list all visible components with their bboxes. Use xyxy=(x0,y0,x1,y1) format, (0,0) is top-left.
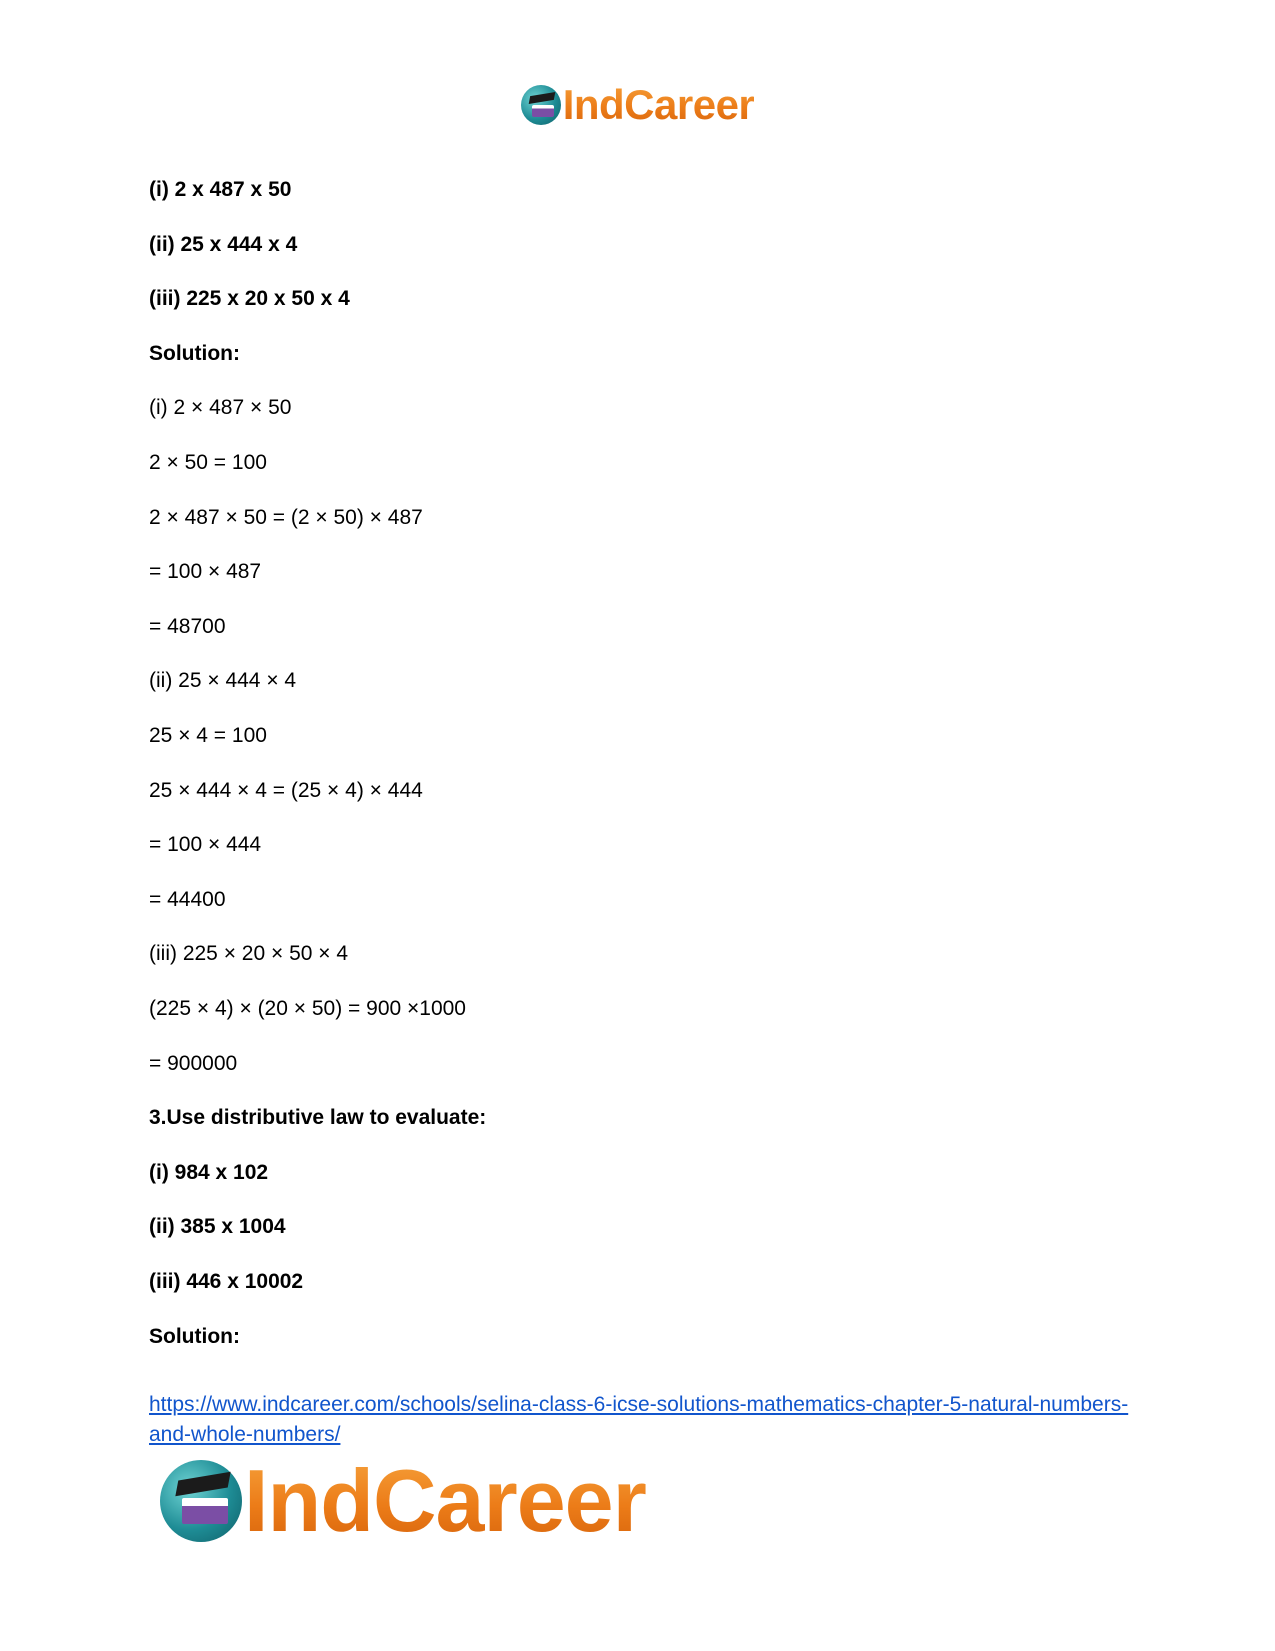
bold-text-line: 3.Use distributive law to evaluate: xyxy=(149,1106,487,1129)
text-line: (iii) 225 × 20 × 50 × 4 xyxy=(149,942,349,965)
text-line: = 100 × 444 xyxy=(149,833,262,856)
header-logo xyxy=(0,78,1275,132)
logo-wordmark-large: IndCareer xyxy=(244,1451,646,1550)
graduation-globe-icon xyxy=(521,85,561,125)
logo-wordmark: IndCareer xyxy=(562,81,755,128)
text-line: (225 × 4) × (20 × 50) = 900 ×1000 xyxy=(149,997,466,1020)
text-line: 2 × 50 = 100 xyxy=(149,451,267,474)
text-line: (ii) 25 × 444 × 4 xyxy=(149,669,297,692)
bold-text-line: Solution: xyxy=(149,1325,240,1348)
bold-text-line: (i) 984 x 102 xyxy=(149,1161,269,1184)
text-line: = 900000 xyxy=(149,1052,238,1075)
text-line: 25 × 444 × 4 = (25 × 4) × 444 xyxy=(149,779,423,802)
source-link[interactable]: https://www.indcareer.com/schools/selina-class-6-icse-solutions-mathematics-chapter-5-natural-numbers-and-whole-numbers/ xyxy=(149,1393,1129,1446)
graduation-globe-icon xyxy=(160,1460,242,1542)
text-line: = 100 × 487 xyxy=(149,560,262,583)
bold-text-line: (ii) 25 x 444 x 4 xyxy=(149,233,298,256)
text-line: 2 × 487 × 50 = (2 × 50) × 487 xyxy=(149,506,423,529)
bold-text-line: (iii) 225 x 20 x 50 x 4 xyxy=(149,287,350,310)
footer-logo xyxy=(160,1451,646,1550)
bold-text-line: (ii) 385 x 1004 xyxy=(149,1215,286,1238)
text-line: 25 × 4 = 100 xyxy=(149,724,267,747)
indcareer-logo xyxy=(521,80,755,130)
bold-text-line: Solution: xyxy=(149,342,240,365)
text-line: (i) 2 × 487 × 50 xyxy=(149,396,292,419)
bold-text-line: (iii) 446 x 10002 xyxy=(149,1270,304,1293)
text-line: = 44400 xyxy=(149,888,226,911)
bold-text-line: (i) 2 x 487 x 50 xyxy=(149,178,292,201)
indcareer-logo-large xyxy=(160,1453,646,1549)
text-line: = 48700 xyxy=(149,615,226,638)
